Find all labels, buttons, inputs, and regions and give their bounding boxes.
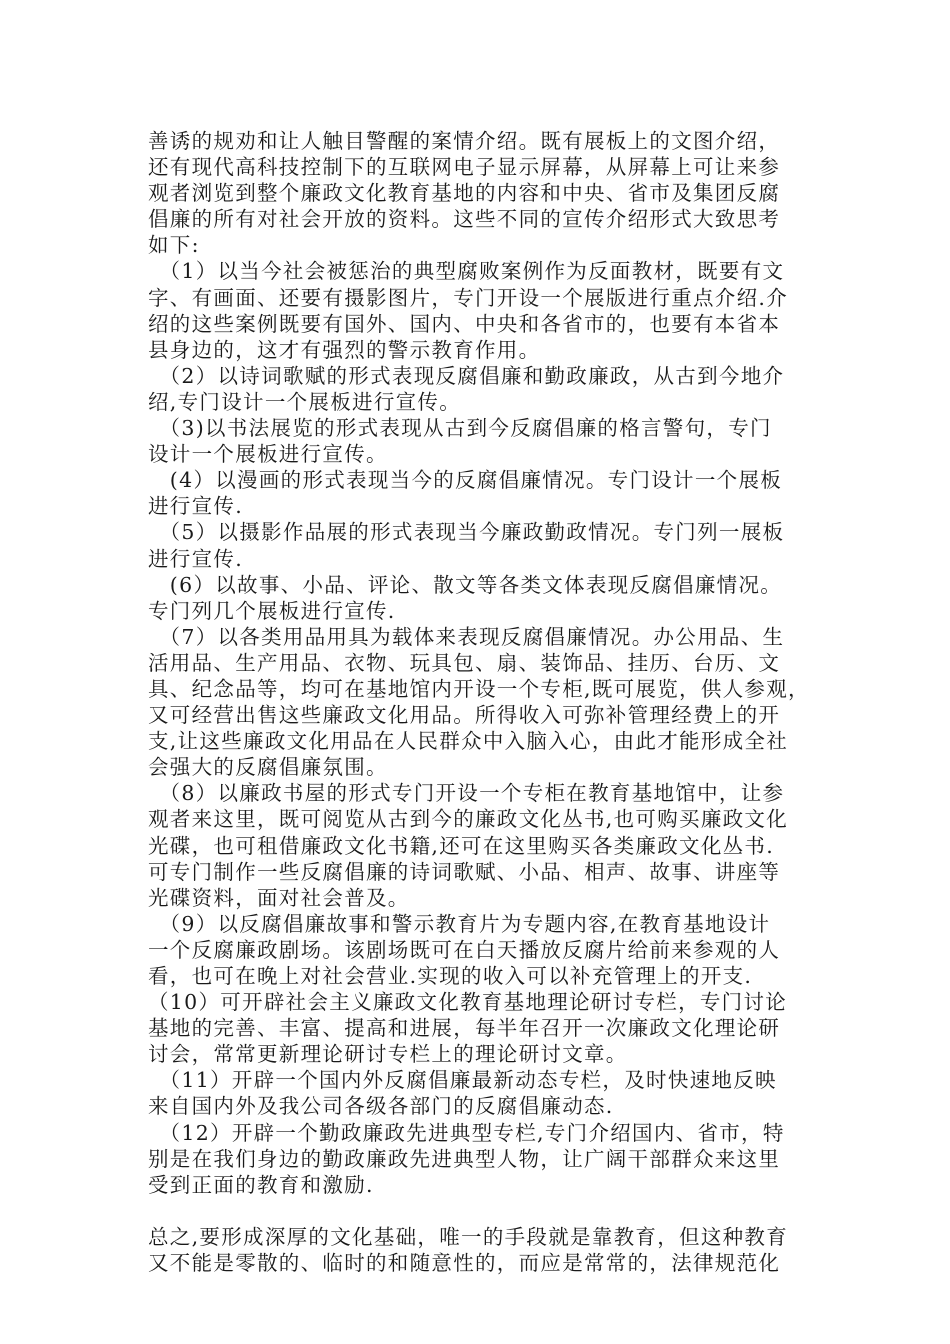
text-line: 进行宣传.	[148, 494, 244, 519]
text-line: （5）以摄影作品展的形式表现当今廉政勤政情况。专门列一展板	[148, 520, 785, 545]
text-line: 善诱的规劝和让人触目警醒的案情介绍。既有展板上的文图介绍，	[148, 129, 781, 153]
text-line: （12）开辟一个勤政廉政先进典型专栏,专门介绍国内、省市，特	[148, 1120, 785, 1145]
document-body-text	[148, 128, 808, 1276]
text-line: 来自国内外及我公司各级各部门的反腐倡廉动态.	[148, 1094, 614, 1119]
text-line: （7）以各类用品用具为载体来表现反腐倡廉情况。办公用品、生	[148, 624, 785, 649]
text-line: 具、纪念品等，均可在基地馆内开设一个专柜,既可展览，供人参观，	[148, 676, 810, 701]
text-line: （10）可开辟社会主义廉政文化教育基地理论研讨专栏，专门讨论	[148, 990, 788, 1015]
text-line: 看，也可在晚上对社会营业.实现的收入可以补充管理上的开支.	[148, 964, 753, 988]
text-line: 光碟，也可租借廉政文化书籍,还可在这里购买各类廉政文化丛书.	[148, 833, 775, 858]
text-line: 设计一个展板进行宣传。	[148, 442, 388, 467]
text-line: （11）开辟一个国内外反腐倡廉最新动态专栏，及时快速地反映	[148, 1068, 777, 1093]
text-line: （2）以诗词歌赋的形式表现反腐倡廉和勤政廉政，从古到今地介	[148, 363, 785, 388]
text-line: （1）以当今社会被惩治的典型腐败案例作为反面教材，既要有文	[148, 259, 785, 284]
paragraph-gap	[148, 1198, 808, 1224]
text-line: 讨会，常常更新理论研讨专栏上的理论研讨文章。	[148, 1042, 628, 1067]
text-line: 字、有画面、还要有摄影图片，专门开设一个展版进行重点介绍.介	[148, 285, 789, 310]
text-line: 县身边的，这才有强烈的警示教育作用。	[148, 337, 541, 362]
text-line: 绍的这些案例既要有国外、国内、中央和各省市的，也要有本省本	[148, 311, 781, 336]
text-line: （8）以廉政书屋的形式专门开设一个专柜在教育基地馆中，让参	[148, 781, 785, 806]
text-line: 专门列几个展板进行宣传.	[148, 598, 396, 623]
text-line: 光碟资料，面对社会普及。	[148, 885, 410, 910]
text-line: 可专门制作一些反腐倡廉的诗词歌赋、小品、相声、故事、讲座等	[148, 859, 781, 884]
text-line: 绍,专门设计一个展板进行宣传。	[148, 389, 462, 414]
text-line: 别是在我们身边的勤政廉政先进典型人物，让广阔干部群众来这里	[148, 1146, 781, 1171]
text-line: 如下:	[148, 233, 200, 258]
text-line: 受到正面的教育和激励.	[148, 1172, 374, 1197]
text-line: (4）以漫画的形式表现当今的反腐倡廉情况。专门设计一个展板	[148, 468, 783, 493]
text-line: 观者来这里，既可阅览从古到今的廉政文化丛书,也可购买廉政文化	[148, 807, 789, 832]
text-line: 还有现代高科技控制下的互联网电子显示屏幕，从屏幕上可让来参	[148, 155, 781, 180]
text-line: 观者浏览到整个廉政文化教育基地的内容和中央、省市及集团反腐	[148, 181, 781, 206]
text-line: 一个反腐廉政剧场。该剧场既可在白天播放反腐片给前来参观的人	[148, 937, 781, 962]
text-line: 活用品、生产用品、衣物、玩具包、扇、装饰品、挂历、台历、文	[148, 650, 781, 675]
text-line: 又不能是零散的、临时的和随意性的，而应是常常的，法律规范化	[148, 1251, 781, 1276]
text-line: (6）以故事、小品、评论、散文等各类文体表现反腐倡廉情况。	[148, 572, 783, 597]
text-line: 会强大的反腐倡廉氛围。	[148, 755, 388, 780]
text-line: （3)以书法展览的形式表现从古到今反腐倡廉的格言警句，专门	[148, 416, 772, 441]
text-line: 倡廉的所有对社会开放的资料。这些不同的宣传介绍形式大致思考	[148, 207, 781, 232]
text-line: 又可经营出售这些廉政文化用品。所得收入可弥补管理经费上的开	[148, 703, 781, 728]
text-line: 支,让这些廉政文化用品在人民群众中入脑入心，由此才能形成全社	[148, 729, 789, 754]
text-line: 总之,要形成深厚的文化基础，唯一的手段就是靠教育，但这种教育	[148, 1224, 789, 1249]
text-line: 进行宣传.	[148, 546, 244, 571]
text-line: 基地的完善、丰富、提高和进展，每半年召开一次廉政文化理论研	[148, 1016, 781, 1041]
text-line: （9）以反腐倡廉故事和警示教育片为专题内容,在教育基地设计	[148, 911, 771, 936]
